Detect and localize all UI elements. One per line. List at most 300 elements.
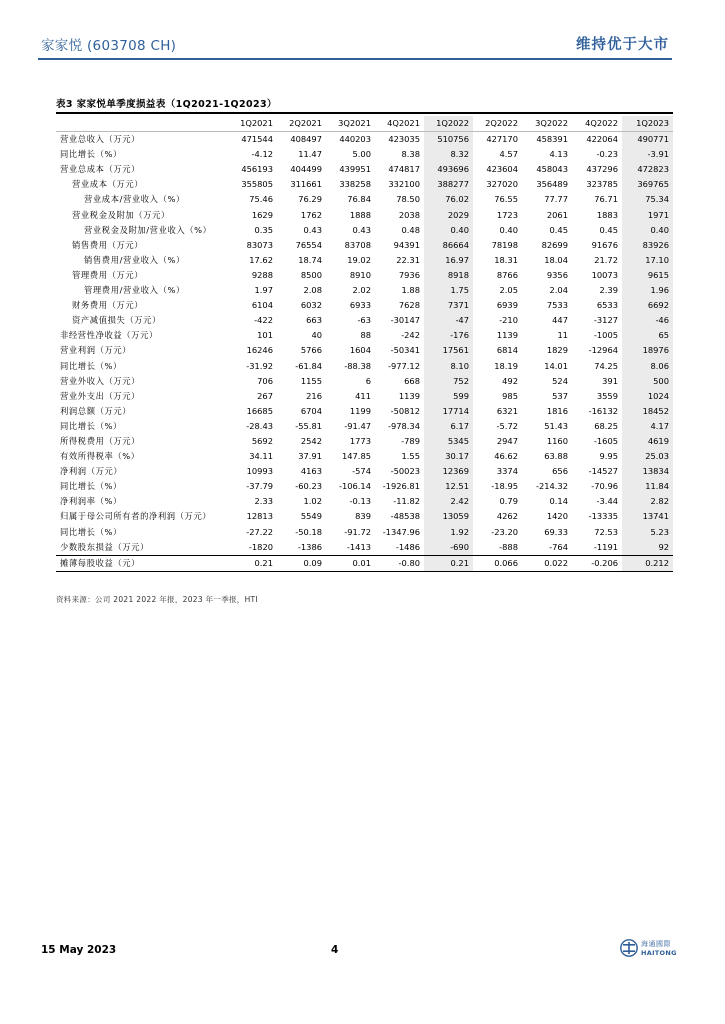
table-cell: 12813	[246, 511, 273, 522]
table-row	[56, 509, 673, 524]
table-cell: 6692	[622, 298, 673, 313]
table-cell: 458391	[536, 134, 568, 145]
table-cell: 500	[622, 374, 673, 389]
table-cell: 2542	[300, 435, 322, 446]
table-header-row	[56, 116, 673, 132]
table-cell: 2038	[398, 209, 420, 220]
table-row	[56, 208, 673, 223]
table-cell: 13834	[622, 464, 673, 479]
table-cell: 2.42	[424, 494, 473, 509]
table-cell: -0.80	[375, 555, 424, 571]
table-cell: -61.84	[295, 360, 322, 371]
haitong-logo-icon	[620, 939, 638, 957]
table-cell: 25.03	[622, 449, 673, 464]
header-divider	[38, 58, 672, 60]
table-cell: 1420	[546, 511, 568, 522]
table-cell: 9356	[546, 269, 568, 280]
column-header: 3Q2021	[326, 116, 375, 132]
table-cell: 2.82	[622, 494, 673, 509]
table-cell: 1629	[251, 209, 273, 220]
table-cell: -210	[499, 315, 518, 326]
table-cell: 2.05	[499, 285, 518, 296]
table-cell: 17.62	[249, 254, 273, 265]
row-label: 摊薄每股收益（元）	[56, 555, 228, 571]
table-cell: 11.84	[622, 479, 673, 494]
table-cell: 17561	[424, 343, 473, 358]
table-cell: 101	[257, 330, 273, 341]
table-cell: 0.79	[499, 496, 518, 507]
table-cell: 332100	[388, 179, 420, 190]
table-cell: 9.95	[599, 451, 618, 462]
table-cell: 11.47	[298, 149, 322, 160]
table-cell: 10073	[591, 269, 618, 280]
table-cell: -1605	[593, 435, 618, 446]
table-cell: -422	[254, 315, 273, 326]
table-cell: 82699	[541, 239, 568, 250]
row-label: 资产减值损失（万元）	[72, 315, 161, 326]
table-cell: 13741	[622, 509, 673, 524]
logo-english-text: HAITONG	[641, 949, 677, 957]
table-row	[56, 540, 673, 556]
row-label: 营业总收入（万元）	[60, 134, 141, 145]
table-cell: 0.45	[549, 224, 568, 235]
row-label: 同比增长（%）	[60, 420, 122, 431]
table-row	[56, 449, 673, 464]
table-row	[56, 238, 673, 253]
table-cell: 752	[424, 374, 473, 389]
table-cell: 0.066	[473, 555, 522, 571]
table-cell: 18.19	[494, 360, 518, 371]
table-cell: -3.44	[596, 496, 618, 507]
table-cell: 78198	[491, 239, 518, 250]
column-header: 2Q2022	[473, 116, 522, 132]
table-cell: -1820	[248, 541, 273, 552]
table-cell: 5692	[251, 435, 273, 446]
table-cell: -31.92	[246, 360, 273, 371]
table-cell: -1191	[593, 541, 618, 552]
table-cell: -30147	[390, 315, 420, 326]
table-cell: 437296	[586, 164, 618, 175]
table-cell: -46	[622, 313, 673, 328]
table-cell: 1773	[349, 435, 371, 446]
table-cell: 493696	[424, 162, 473, 177]
table-cell: -3127	[593, 315, 618, 326]
table-cell: 69.33	[544, 526, 568, 537]
table-cell: -5.72	[496, 420, 518, 431]
table-cell: -0.13	[349, 496, 371, 507]
table-cell: 4.17	[622, 419, 673, 434]
row-label: 少数股东损益（万元）	[60, 541, 149, 552]
table-cell: 46.62	[494, 451, 518, 462]
table-cell: 4619	[622, 434, 673, 449]
table-cell: 440203	[339, 134, 371, 145]
table-cell: 1.96	[622, 283, 673, 298]
column-header: 3Q2022	[522, 116, 572, 132]
table-cell: 4.13	[549, 149, 568, 160]
table-cell: 2947	[496, 435, 518, 446]
table-cell: 447	[552, 315, 568, 326]
table-row	[56, 313, 673, 328]
table-row	[56, 162, 673, 177]
table-cell: 75.34	[622, 192, 673, 207]
table-cell: 8.06	[622, 359, 673, 374]
table-cell: 65	[622, 328, 673, 343]
page-number: 4	[331, 944, 339, 956]
table-cell: 706	[257, 375, 273, 386]
table-row	[56, 328, 673, 343]
row-label: 销售费用（万元）	[72, 239, 144, 250]
table-cell: 6321	[496, 405, 518, 416]
table-cell: 267	[257, 390, 273, 401]
table-cell: -13335	[588, 511, 618, 522]
row-label: 同比增长（%）	[60, 481, 122, 492]
table-cell: -37.79	[246, 481, 273, 492]
table-cell: -690	[424, 540, 473, 556]
row-label: 营业成本/营业收入（%）	[84, 194, 185, 205]
table-cell: -50023	[390, 466, 420, 477]
table-cell: 2029	[424, 208, 473, 223]
table-cell: -176	[424, 328, 473, 343]
table-row	[56, 223, 673, 238]
table-cell: 8500	[300, 269, 322, 280]
row-label: 净利润（万元）	[60, 466, 123, 477]
table-cell: 1139	[398, 390, 420, 401]
table-cell: 7371	[424, 298, 473, 313]
table-cell: 537	[552, 390, 568, 401]
table-cell: -91.72	[344, 526, 371, 537]
table-cell: 11	[557, 330, 568, 341]
row-label: 同比增长（%）	[60, 526, 122, 537]
table-cell: 18452	[622, 404, 673, 419]
table-cell: 18.31	[494, 254, 518, 265]
table-row	[56, 253, 673, 268]
table-cell: 17.10	[622, 253, 673, 268]
table-cell: 5.00	[352, 149, 371, 160]
table-cell: 423035	[388, 134, 420, 145]
table-cell: 72.53	[594, 526, 618, 537]
table-cell: 83708	[344, 239, 371, 250]
table-cell: 0.01	[326, 555, 375, 571]
table-cell: 0.212	[622, 555, 673, 571]
table-cell: 7936	[398, 269, 420, 280]
table-cell: 76.55	[494, 194, 518, 205]
table-cell: -4.12	[251, 149, 273, 160]
table-cell: 51.43	[544, 420, 568, 431]
table-cell: 369765	[622, 177, 673, 192]
table-cell: 77.77	[544, 194, 568, 205]
table-cell: 656	[552, 466, 568, 477]
table-cell: -106.14	[338, 481, 371, 492]
table-cell: -23.20	[491, 526, 518, 537]
table-cell: 1883	[596, 209, 618, 220]
logo-chinese-text: 海通國際	[641, 940, 671, 948]
table-cell: -28.43	[246, 420, 273, 431]
table-cell: 456193	[241, 164, 273, 175]
table-row	[56, 283, 673, 298]
table-cell: 18.04	[544, 254, 568, 265]
table-cell: 88	[360, 330, 371, 341]
table-cell: 3559	[596, 390, 618, 401]
table-row	[56, 268, 673, 283]
table-cell: -214.32	[535, 481, 568, 492]
table-cell: 6032	[300, 300, 322, 311]
table-cell: 404499	[290, 164, 322, 175]
table-row	[56, 404, 673, 419]
table-cell: 75.46	[249, 194, 273, 205]
row-label: 所得税费用（万元）	[60, 435, 141, 446]
table-cell: 0.40	[622, 223, 673, 238]
table-cell: 439951	[339, 164, 371, 175]
table-cell: 356489	[536, 179, 568, 190]
table-cell: 21.72	[594, 254, 618, 265]
table-cell: 34.11	[249, 451, 273, 462]
column-header: 2Q2021	[277, 116, 326, 132]
table-cell: 76.02	[424, 192, 473, 207]
row-label: 营业税金及附加/营业收入（%）	[84, 224, 212, 235]
table-cell: 12.51	[424, 479, 473, 494]
table-cell: 83926	[622, 238, 673, 253]
table-cell: -888	[499, 541, 518, 552]
table-row	[56, 525, 673, 540]
table-cell: 423604	[486, 164, 518, 175]
row-label: 财务费用（万元）	[72, 300, 144, 311]
table-cell: 6104	[251, 300, 273, 311]
table-cell: 6.17	[424, 419, 473, 434]
table-cell: 323785	[586, 179, 618, 190]
table-cell: 13059	[424, 509, 473, 524]
table-cell: 4262	[496, 511, 518, 522]
column-header: 4Q2021	[375, 116, 424, 132]
table-cell: -977.12	[387, 360, 420, 371]
table-row	[56, 343, 673, 358]
table-cell: -50812	[390, 405, 420, 416]
table-cell: 1024	[622, 389, 673, 404]
table-cell: -48538	[390, 511, 420, 522]
table-cell: 391	[602, 375, 618, 386]
table-cell: 472823	[622, 162, 673, 177]
table-cell: 388277	[424, 177, 473, 192]
table-cell: 3374	[496, 466, 518, 477]
table-cell: 74.25	[594, 360, 618, 371]
row-label: 营业外支出（万元）	[60, 390, 141, 401]
table-cell: 6	[365, 375, 371, 386]
table-cell: -55.81	[295, 420, 322, 431]
table-cell: 5766	[300, 345, 322, 356]
table-cell: 0.022	[522, 555, 572, 571]
table-cell: 1160	[546, 435, 568, 446]
table-cell: 18976	[622, 343, 673, 358]
table-cell: 1.92	[424, 525, 473, 540]
table-cell: 355805	[241, 179, 273, 190]
table-cell: 10993	[246, 466, 273, 477]
table-cell: 663	[306, 315, 322, 326]
table-row	[56, 298, 673, 313]
table-title: 表3 家家悦单季度损益表（1Q2021-1Q2023）	[56, 99, 277, 110]
haitong-logo	[620, 937, 680, 961]
table-cell: 311661	[290, 179, 322, 190]
table-cell: 599	[424, 389, 473, 404]
row-label: 营业利润（万元）	[60, 345, 132, 356]
table-cell: -14527	[588, 466, 618, 477]
table-cell: 8.38	[401, 149, 420, 160]
table-cell: 16685	[246, 405, 273, 416]
table-cell: 1816	[546, 405, 568, 416]
table-cell: 76.29	[298, 194, 322, 205]
table-cell: 0.21	[228, 555, 277, 571]
row-label: 营业成本（万元）	[72, 179, 144, 190]
company-ticker: 家家悦 (603708 CH)	[41, 38, 177, 54]
table-cell: 524	[552, 375, 568, 386]
row-label: 营业税金及附加（万元）	[72, 209, 170, 220]
table-cell: 0.09	[277, 555, 326, 571]
table-cell: 8910	[349, 269, 371, 280]
table-cell: 0.21	[424, 555, 473, 571]
table-cell: 492	[502, 375, 518, 386]
table-cell: 83073	[246, 239, 273, 250]
table-cell: -1005	[593, 330, 618, 341]
row-label: 同比增长（%）	[60, 360, 122, 371]
table-cell: 1888	[349, 209, 371, 220]
table-cell: 2.02	[352, 285, 371, 296]
column-header: 1Q2022	[424, 116, 473, 132]
table-cell: 86664	[424, 238, 473, 253]
table-cell: 147.85	[341, 451, 371, 462]
table-cell: 422064	[586, 134, 618, 145]
table-cell: -91.47	[344, 420, 371, 431]
table-cell: 0.40	[424, 223, 473, 238]
table-cell: 1.55	[401, 451, 420, 462]
table-cell: 78.50	[396, 194, 420, 205]
table-cell: 985	[502, 390, 518, 401]
row-label: 营业总成本（万元）	[60, 164, 141, 175]
table-cell: 8.32	[424, 147, 473, 162]
table-cell: 458043	[536, 164, 568, 175]
table-cell: 6704	[300, 405, 322, 416]
table-cell: -18.95	[491, 481, 518, 492]
table-row	[56, 434, 673, 449]
table-cell: -11.82	[393, 496, 420, 507]
table-cell: 216	[306, 390, 322, 401]
column-header: 4Q2022	[572, 116, 622, 132]
table-cell: -1347.96	[382, 526, 420, 537]
report-date: 15 May 2023	[41, 944, 117, 956]
table-cell: -978.34	[387, 420, 420, 431]
table-cell: 14.01	[544, 360, 568, 371]
table-cell: 510756	[424, 132, 473, 148]
table-cell: 2.08	[303, 285, 322, 296]
table-cell: -1413	[346, 541, 371, 552]
table-cell: 411	[355, 390, 371, 401]
table-cell: 1829	[546, 345, 568, 356]
table-cell: 4163	[300, 466, 322, 477]
column-header: 1Q2023	[622, 116, 673, 132]
table-cell: 7628	[398, 300, 420, 311]
table-cell: 6939	[496, 300, 518, 311]
table-cell: 19.02	[347, 254, 371, 265]
table-cell: 1155	[300, 375, 322, 386]
table-cell: -27.22	[246, 526, 273, 537]
table-row	[56, 479, 673, 494]
table-cell: 5.23	[622, 525, 673, 540]
table-cell: 76.71	[594, 194, 618, 205]
table-cell: 1199	[349, 405, 371, 416]
table-cell: 2.39	[599, 285, 618, 296]
table-row	[56, 494, 673, 509]
table-cell: -1926.81	[382, 481, 420, 492]
row-label: 销售费用/营业收入（%）	[84, 254, 185, 265]
table-row	[56, 464, 673, 479]
table-row	[56, 389, 673, 404]
table-cell: -60.23	[295, 481, 322, 492]
table-cell: -0.23	[596, 149, 618, 160]
table-cell: 0.43	[352, 224, 371, 235]
table-cell: -50341	[390, 345, 420, 356]
table-cell: 76.84	[347, 194, 371, 205]
table-cell: 18.74	[298, 254, 322, 265]
table-cell: 91676	[591, 239, 618, 250]
table-cell: 1604	[349, 345, 371, 356]
table-cell: 37.91	[298, 451, 322, 462]
table-cell: 408497	[290, 134, 322, 145]
income-statement-table	[56, 116, 673, 572]
table-cell: 12369	[424, 464, 473, 479]
row-label: 营业外收入（万元）	[60, 375, 141, 386]
table-cell: 1139	[496, 330, 518, 341]
table-cell: -50.18	[295, 526, 322, 537]
table-cell: 9615	[622, 268, 673, 283]
row-label: 同比增长（%）	[60, 149, 122, 160]
table-cell: 1.97	[254, 285, 273, 296]
table-cell: -16132	[588, 405, 618, 416]
table-cell: -3.91	[622, 147, 673, 162]
table-cell: -0.206	[572, 555, 622, 571]
table-cell: 1971	[622, 208, 673, 223]
table-row	[56, 419, 673, 434]
table-cell: 1762	[300, 209, 322, 220]
row-label: 利润总额（万元）	[60, 405, 132, 416]
table-cell: 6814	[496, 345, 518, 356]
table-cell: -574	[352, 466, 371, 477]
rating-title: 维持优于大市	[576, 37, 669, 53]
table-cell: 40	[311, 330, 322, 341]
table-cell: 30.17	[424, 449, 473, 464]
table-cell: 63.88	[544, 451, 568, 462]
table-row	[56, 359, 673, 374]
table-cell: 0.45	[599, 224, 618, 235]
table-cell: 76554	[295, 239, 322, 250]
table-cell: 94391	[393, 239, 420, 250]
table-cell: -63	[357, 315, 371, 326]
table-cell: 1.02	[303, 496, 322, 507]
table-cell: 1.88	[401, 285, 420, 296]
table-cell: 471544	[241, 134, 273, 145]
table-cell: -242	[401, 330, 420, 341]
table-row	[56, 147, 673, 162]
table-cell: 92	[622, 540, 673, 556]
table-cell: 0.48	[401, 224, 420, 235]
table-cell: 7533	[546, 300, 568, 311]
table-row	[56, 132, 673, 148]
table-cell: 839	[355, 511, 371, 522]
table-cell: 2.33	[254, 496, 273, 507]
table-cell: 0.40	[499, 224, 518, 235]
table-row	[56, 177, 673, 192]
row-label: 净利润率（%）	[60, 496, 122, 507]
table-cell: 0.35	[254, 224, 273, 235]
table-row	[56, 192, 673, 207]
table-cell: 0.43	[303, 224, 322, 235]
table-cell: 8766	[496, 269, 518, 280]
